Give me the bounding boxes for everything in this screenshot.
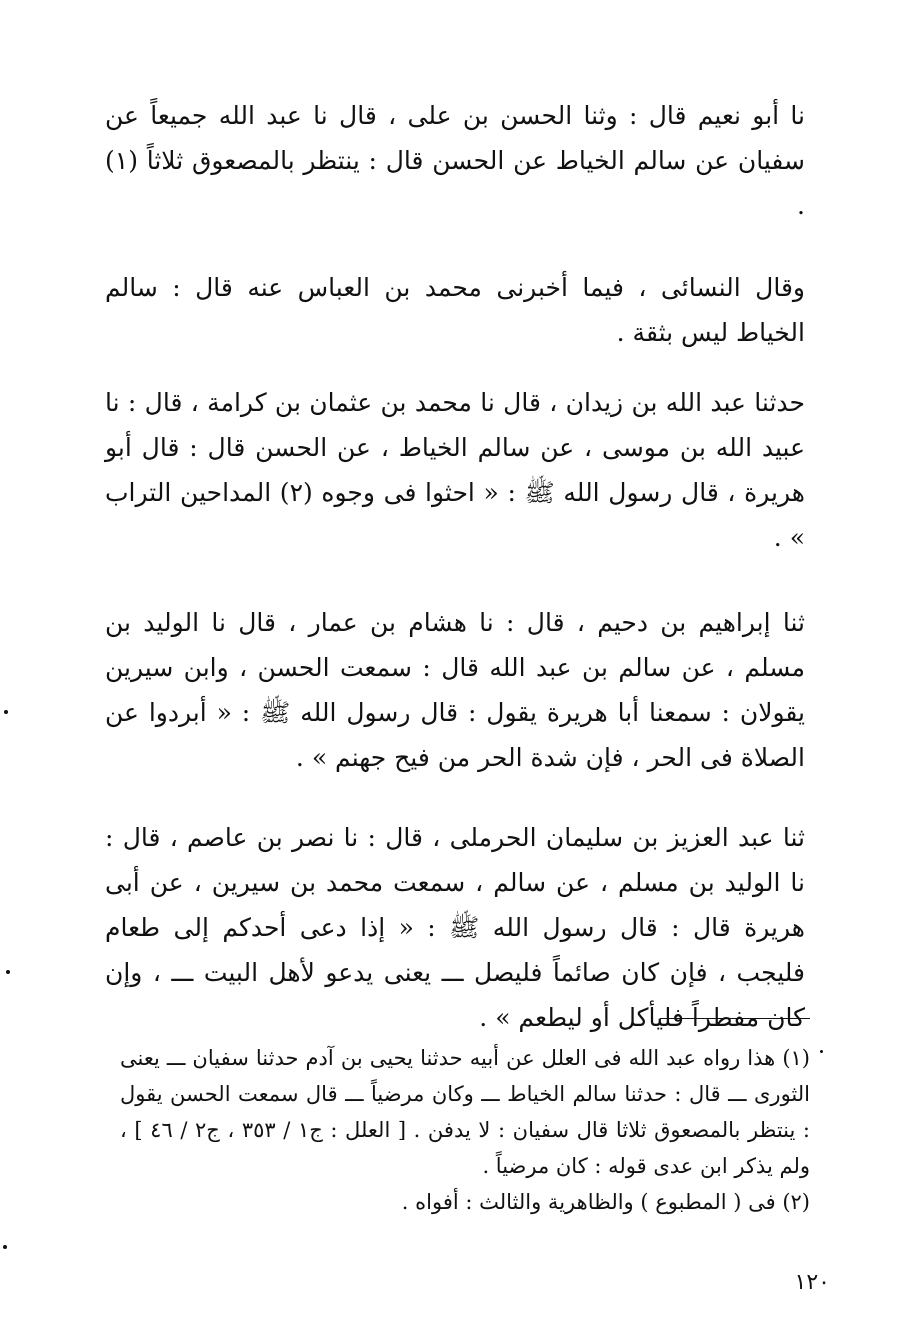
- page-number: ١٢٠: [794, 1270, 830, 1295]
- footnotes: [120, 1040, 810, 1220]
- scan-speck: [6, 970, 10, 974]
- scan-speck: [3, 1245, 7, 1249]
- paragraph-3: حدثنا عبد الله بن زيدان ، قال نا محمد بن عثمان بن كرامة ، قال : نا عبيد الله بن موسى ، عن سالم الخياط ، عن الحسن قال : قال أبو هريرة ، قال رسول الله ﷺ : « احثوا فى وجوه (٢) المداحين التراب » .: [105, 388, 805, 552]
- paragraph-1: نا أبو نعيم قال : وثنا الحسن بن على ، قال نا عبد الله جميعاً عن سفيان عن سالم الخياط عن الحسن قال : ينتظر بالمصعوق ثلاثاً (١) .: [105, 101, 805, 220]
- scan-speck: [4, 710, 8, 714]
- scan-speck: [820, 1050, 823, 1053]
- paragraph-2: وقال النسائى ، فيما أخبرنى محمد بن العباس عنه قال : سالم الخياط ليس بثقة .: [105, 273, 805, 347]
- paragraph-4: ثنا إبراهيم بن دحيم ، قال : نا هشام بن عمار ، قال نا الوليد بن مسلم ، عن سالم بن عبد الله قال : سمعت الحسن ، وابن سيرين يقولان : سمعنا أبا هريرة يقول : قال رسول الله ﷺ : « أبردوا عن الصلاة فى الحر ، فإن شدة الحر من فيح جهنم » .: [105, 608, 805, 772]
- paragraph-5: ثنا عبد العزيز بن سليمان الحرملى ، قال : نا نصر بن عاصم ، قال : نا الوليد بن مسلم ، عن سالم ، سمعت محمد بن سيرين ، عن أبى هريرة قال : قال رسول الله ﷺ : « إذا دعى أحدكم إلى طعام فليجب ، فإن كان صائماً فليصل ـــ يعنى يدعو لأهل البيت ـــ ، وإن كان مفطراً فليأكل أو ليطعم » .: [105, 823, 805, 1032]
- footnote-1: (١) هذا رواه عبد الله فى العلل عن أبيه حدثنا يحيى بن آدم حدثنا سفيان ـــ يعنى الثورى ـــ قال : حدثنا سالم الخياط ـــ وكان مرضياً ـــ قال سمعت الحسن يقول : ينتظر بالمصعوق ثلاثا قال سفيان : لا يدفن . [ العلل : ج١ / ٣٥٣ ، ج٢ / ٤٦ ] ، ولم يذكر ابن عدى قوله : كان مرضياً .: [120, 1046, 811, 1178]
- footnote-2: (٢) فى ( المطبوع ) والظاهرية والثالث : أفواه .: [401, 1190, 810, 1214]
- footnote-separator: [660, 1018, 810, 1019]
